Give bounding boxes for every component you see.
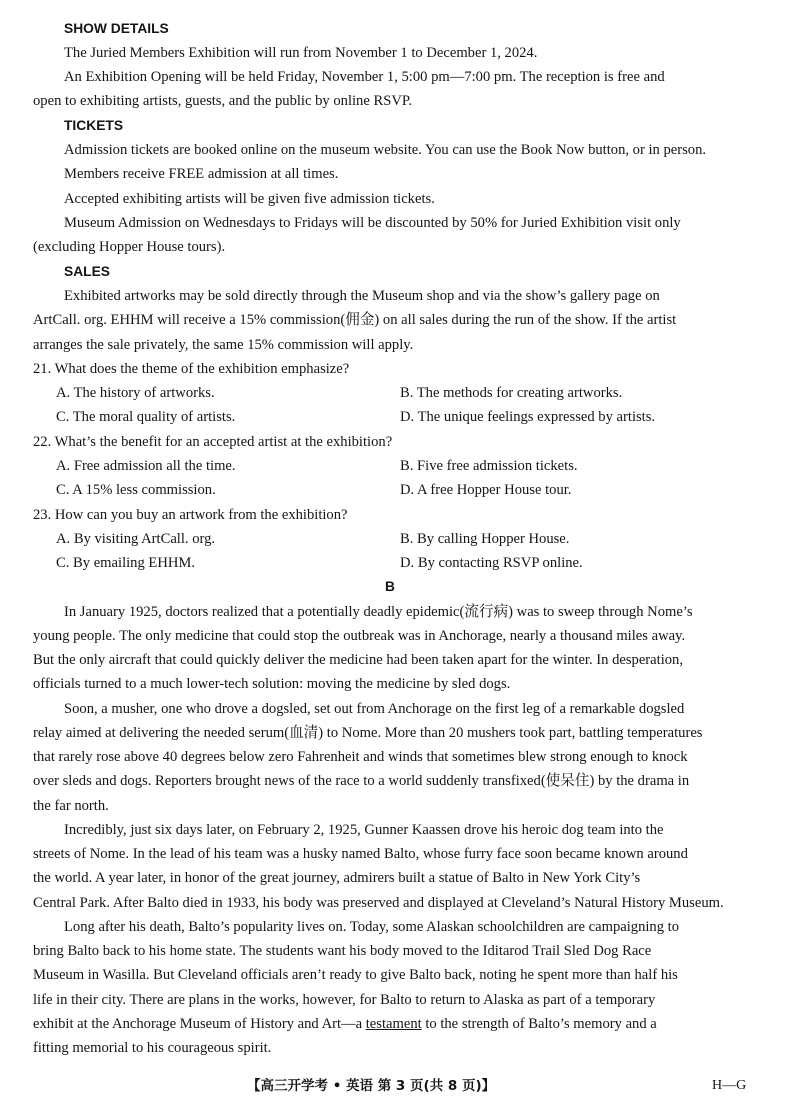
answer-option: A. By visiting ArtCall. org. <box>56 531 216 547</box>
answer-option: D. By contacting RSVP online. <box>400 555 583 571</box>
show-details-line: The Juried Members Exhibition will run from November 1 to December 1, 2024. <box>64 45 538 61</box>
tickets-line: Members receive FREE admission at all times. <box>64 166 339 182</box>
passage-line: relay aimed at delivering the needed serum(血清) to Nome. More than 20 mushers took part, battling temperatures <box>33 725 703 741</box>
sales-line: Exhibited artworks may be sold directly through the Museum shop and via the show’s gallery page on <box>64 288 660 304</box>
answer-option: D. A free Hopper House tour. <box>400 482 572 498</box>
passage-line: the world. A year later, in honor of the great journey, admirers built a statue of Balto in New York City’s <box>33 870 641 886</box>
passage-line: the far north. <box>33 798 109 814</box>
passage-line: But the only aircraft that could quickly deliver the medicine had been taken apart for the winter. In desperation, <box>33 652 683 668</box>
answer-option: B. Five free admission tickets. <box>400 458 578 474</box>
question-stem: 23. How can you buy an artwork from the exhibition? <box>33 507 348 523</box>
tickets-line: Accepted exhibiting artists will be given five admission tickets. <box>64 191 435 207</box>
passage-line: Long after his death, Balto’s popularity lives on. Today, some Alaskan schoolchildren are campaigning to <box>64 919 680 935</box>
passage-line: that rarely rose above 40 degrees below zero Fahrenheit and winds that sometimes blew strong enough to knock <box>33 749 688 765</box>
answer-option: D. The unique feelings expressed by artists. <box>400 409 656 425</box>
passage-line: Incredibly, just six days later, on February 2, 1925, Gunner Kaassen drove his heroic dog team into the <box>64 822 664 838</box>
passage-line: In January 1925, doctors realized that a potentially deadly epidemic(流行病) was to sweep through Nome’s <box>64 604 693 620</box>
sales-heading: SALES <box>64 264 110 279</box>
tickets-line: Museum Admission on Wednesdays to Fridays will be discounted by 50% for Juried Exhibition visit only <box>64 215 681 231</box>
passage-line: fitting memorial to his courageous spirit. <box>33 1040 272 1056</box>
passage-text: exhibit at the Anchorage Museum of History and Art—a <box>33 1016 366 1032</box>
sales-line: arranges the sale privately, the same 15% commission will apply. <box>33 337 414 353</box>
show-details-line: open to exhibiting artists, guests, and the public by online RSVP. <box>33 93 413 109</box>
tickets-heading: TICKETS <box>64 118 124 133</box>
paper-code: H—G <box>712 1078 747 1093</box>
show-details-heading: SHOW DETAILS <box>64 21 169 36</box>
passage-line: Museum in Wasilla. But Cleveland officials aren’t ready to give Balto back, noting he spent more than half his <box>33 967 678 983</box>
page-footer: 【高三开学考 • 英语 第 3 页(共 8 页)】 <box>247 1078 496 1094</box>
question-stem: 21. What does the theme of the exhibition emphasize? <box>33 361 350 377</box>
passage-line: Central Park. After Balto died in 1933, his body was preserved and displayed at Cleveland’s Natural History Museum. <box>33 895 724 911</box>
tickets-line: (excluding Hopper House tours). <box>33 239 226 255</box>
answer-option: C. A 15% less commission. <box>56 482 216 498</box>
answer-option: C. By emailing EHHM. <box>56 555 196 571</box>
question-stem: 22. What’s the benefit for an accepted artist at the exhibition? <box>33 434 393 450</box>
show-details-line: An Exhibition Opening will be held Friday, November 1, 5:00 pm—7:00 pm. The reception is free and <box>64 69 665 85</box>
passage-line: officials turned to a much lower-tech solution: moving the medicine by sled dogs. <box>33 676 511 692</box>
passage-line: Soon, a musher, one who drove a dogsled, set out from Anchorage on the first leg of a remarkable dogsled <box>64 701 685 717</box>
passage-text: to the strength of Balto’s memory and a <box>421 1016 657 1032</box>
answer-option: C. The moral quality of artists. <box>56 409 236 425</box>
passage-line: life in their city. There are plans in the works, however, for Balto to return to Alaska as part of a temporary <box>33 992 656 1008</box>
sales-line: ArtCall. org. EHHM will receive a 15% commission(佣金) on all sales during the run of the show. If the artist <box>33 312 677 328</box>
section-label: B <box>385 579 395 594</box>
answer-option: A. The history of artworks. <box>56 385 215 401</box>
passage-line <box>33 1014 657 1034</box>
tickets-line: Admission tickets are booked online on the museum website. You can use the Book Now button, or in person. <box>64 142 707 158</box>
passage-line: streets of Nome. In the lead of his team was a husky named Balto, whose furry face soon became known around <box>33 846 688 862</box>
passage-line: bring Balto back to his home state. The students want his body moved to the Iditarod Trail Sled Dog Race <box>33 943 652 959</box>
answer-option: B. By calling Hopper House. <box>400 531 570 547</box>
passage-line: over sleds and dogs. Reporters brought news of the race to a world suddenly transfixed(使呆住) by the drama in <box>33 773 690 789</box>
answer-option: A. Free admission all the time. <box>56 458 236 474</box>
passage-line: young people. The only medicine that could stop the outbreak was in Anchorage, nearly a thousand miles away. <box>33 628 686 644</box>
answer-option: B. The methods for creating artworks. <box>400 385 623 401</box>
underlined-word: testament <box>365 1016 422 1032</box>
